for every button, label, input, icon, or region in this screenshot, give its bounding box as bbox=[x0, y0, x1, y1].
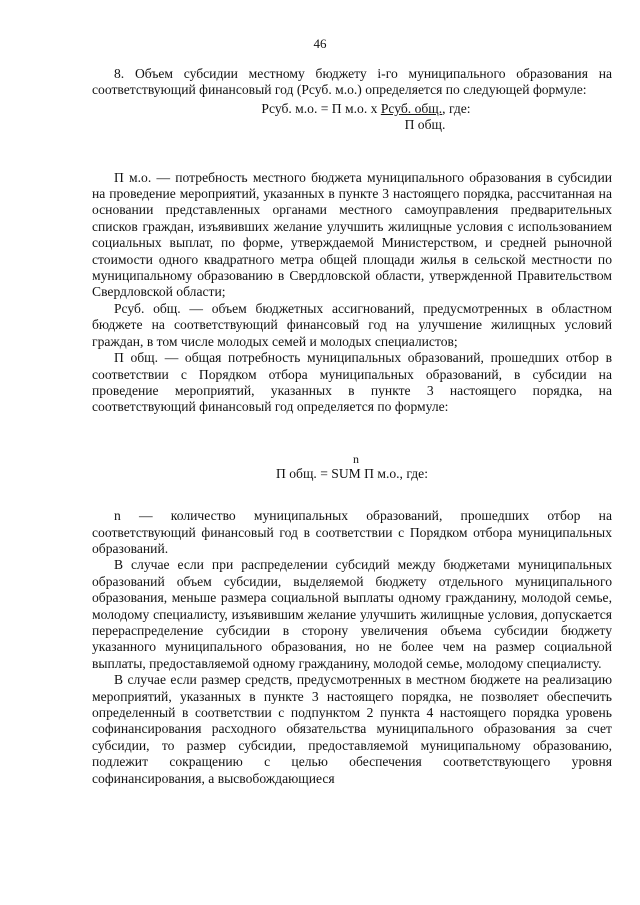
total-need-formula bbox=[92, 452, 612, 482]
formula-left: Рсуб. м.о. = П м.о. х bbox=[261, 100, 381, 116]
sum-formula-text: П общ. = SUM П м.о., где: bbox=[276, 465, 428, 481]
formula-numerator: Рсуб. общ. bbox=[380, 100, 443, 116]
paragraph-subsidy-volume: 8. Объем субсидии местному бюджету i-го муниципального образования на соответствующий финансовый год (Рсуб. м.о.) определяется по следующей формуле: bbox=[92, 66, 612, 98]
definition-p-obsh: П общ. — общая потребность муниципальных образований, прошедших отбор в соответствии с Порядком отбора муниципальных образований, в субсидии на проведение мероприятий, указанных в пункте 3 настоящего порядка, на соответствующий финансовый год определяется по формуле: bbox=[92, 350, 612, 415]
page-body bbox=[92, 66, 612, 787]
definition-p-mo: П м.о. — потребность местного бюджета муниципального образования в субсидии на проведение мероприятий, указанных в пункте 3 настоящего порядка, рассчитанная на основании представленных органами местного самоуправления предварительных списков граждан, изъявивших желание улучшить жилищные условия с использованием социальных выплат, по форме, утверждаемой Министерством, и средней рыночной стоимости одного квадратного метра общей площади жилья в сельской местности по муниципальному образованию в Свердловской области, утвержденной Правительством Свердловской области; bbox=[92, 169, 612, 300]
page-number: 46 bbox=[313, 36, 327, 51]
subsidy-formula bbox=[120, 101, 612, 134]
paragraph-redistribution: В случае если при распределении субсидий между бюджетами муниципальных образований объем субсидии, выделяемой бюджету отдельного муниципального образования, меньше размера социальной выплаты одному гражданину, молодой семье, молодому специалисту, изъявившим желание улучшить жилищные условия, допускается перераспределение субсидии в сторону увеличения объема субсидии бюджету указанного муниципального образования, но не более чем на размер социальной выплаты, предоставляемой одному гражданину, молодой семье, молодому специалисту. bbox=[92, 557, 612, 671]
definition-n: n — количество муниципальных образований, прошедших отбор на соответствующий финансовый год в соответствии с Порядком отбора муниципальных образований. bbox=[92, 508, 612, 556]
formula-denominator: П общ. bbox=[404, 117, 446, 133]
definition-rsub-obsh: Рсуб. общ. — объем бюджетных ассигнований, предусмотренных в областном бюджете на соответствующий финансовый год на улучшение жилищных условий граждан, в том числе молодых семей и молодых специалистов; bbox=[92, 300, 612, 349]
formula-right: , где: bbox=[442, 100, 471, 116]
sum-upper-index: n bbox=[353, 451, 359, 466]
paragraph-reduction: В случае если размер средств, предусмотренных в местном бюджете на реализацию мероприятий, указанных в пункте 3 настоящего порядка, не позволяет обеспечить определенный в соответствии с подпунктом 2 пункта 4 настоящего порядка уровень софинансирования расходного обязательства муниципального образования за счет субсидии, то размер субсидии, предоставляемой муниципальному образованию, подлежит сокращению с целью обеспечения соответствующего уровня софинансирования, а высвобождающиеся bbox=[92, 672, 612, 786]
